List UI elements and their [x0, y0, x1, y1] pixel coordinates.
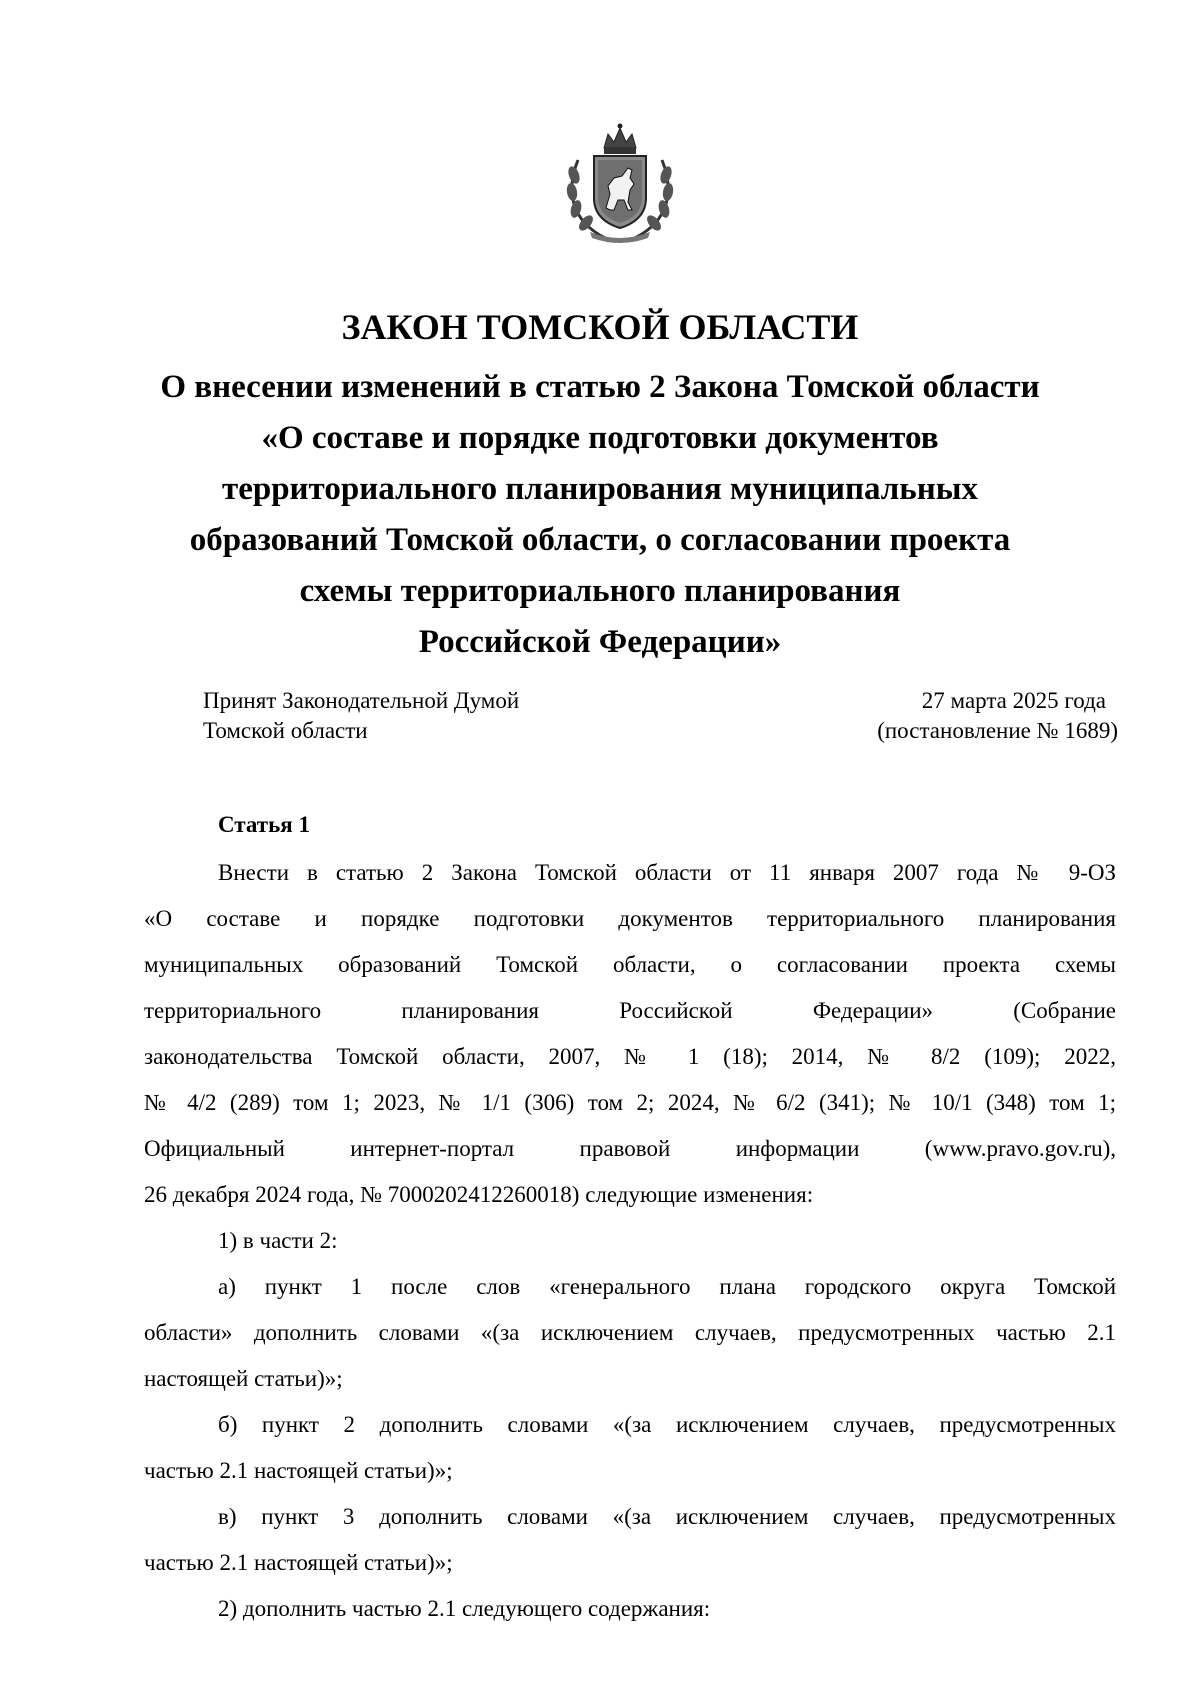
- intro-line: 26 декабря 2024 года, № 7000202412260018) следующие изменения:: [144, 1182, 814, 1207]
- item-b-line: б) пункт 2 дополнить словами «(за исключением случаев, предусмотренных: [218, 1412, 1116, 1437]
- subtitle-line: О внесении изменений в статью 2 Закона Томской области: [160, 369, 1040, 405]
- intro-line: муниципальных образований Томской области, о согласовании проекта схемы: [144, 952, 1116, 977]
- law-title: ЗАКОН ТОМСКОЙ ОБЛАСТИ: [341, 307, 859, 347]
- resolution-number: (постановление № 1689): [877, 718, 1118, 743]
- adopted-by-line: Томской области: [203, 718, 368, 743]
- item-v-line: в) пункт 3 дополнить словами «(за исключением случаев, предусмотренных: [218, 1504, 1116, 1529]
- intro-line: законодательства Томской области, 2007, № 1 (18); 2014, № 8/2 (109); 2022,: [144, 1044, 1116, 1069]
- subtitle-line: схемы территориального планирования: [299, 573, 901, 609]
- intro-line: «О составе и порядке подготовки документов территориального планирования: [144, 906, 1116, 931]
- coat-of-arms-icon: [560, 120, 680, 245]
- item-a-line: а) пункт 1 после слов «генерального плана городского округа Томской: [218, 1274, 1116, 1299]
- item-v-line: частью 2.1 настоящей статьи)»;: [144, 1550, 453, 1575]
- intro-line: Официальный интернет-портал правовой информации (www.pravo.gov.ru),: [144, 1136, 1116, 1161]
- item-a: [144, 1264, 1116, 1402]
- article-heading: Статья 1: [218, 812, 310, 837]
- subtitle-line: Российской Федерации»: [418, 624, 782, 660]
- intro-line: территориального планирования Российской Федерации» (Собрание: [144, 998, 1116, 1023]
- article-1: [144, 810, 1116, 1632]
- subtitle-line: образований Томской области, о согласовании проекта: [189, 522, 1011, 558]
- subtitle-line: «О составе и порядке подготовки документов: [261, 420, 939, 456]
- item-a-line: настоящей статьи)»;: [144, 1366, 343, 1391]
- item-v: [144, 1494, 1116, 1586]
- adopted-by: [203, 686, 519, 746]
- article-intro: [144, 850, 1116, 1218]
- item-b: [144, 1402, 1116, 1494]
- item-b-line: частью 2.1 настоящей статьи)»;: [144, 1458, 453, 1483]
- adoption-date: 27 марта 2025 года: [921, 688, 1106, 713]
- adopted-by-line: Принят Законодательной Думой: [203, 688, 520, 713]
- adoption-date-block: [877, 686, 1118, 746]
- item-2: 2) дополнить частью 2.1 следующего содержания:: [218, 1596, 711, 1621]
- law-subtitle: [0, 362, 1200, 668]
- subtitle-line: территориального планирования муниципальных: [221, 471, 979, 507]
- intro-line: Внести в статью 2 Закона Томской области от 11 января 2007 года № 9-ОЗ: [218, 860, 1116, 885]
- item-1: 1) в части 2:: [218, 1228, 338, 1253]
- item-a-line: области» дополнить словами «(за исключением случаев, предусмотренных частью 2.1: [144, 1320, 1116, 1345]
- intro-line: № 4/2 (289) том 1; 2023, № 1/1 (306) том 2; 2024, № 6/2 (341); № 10/1 (348) том 1;: [144, 1090, 1116, 1115]
